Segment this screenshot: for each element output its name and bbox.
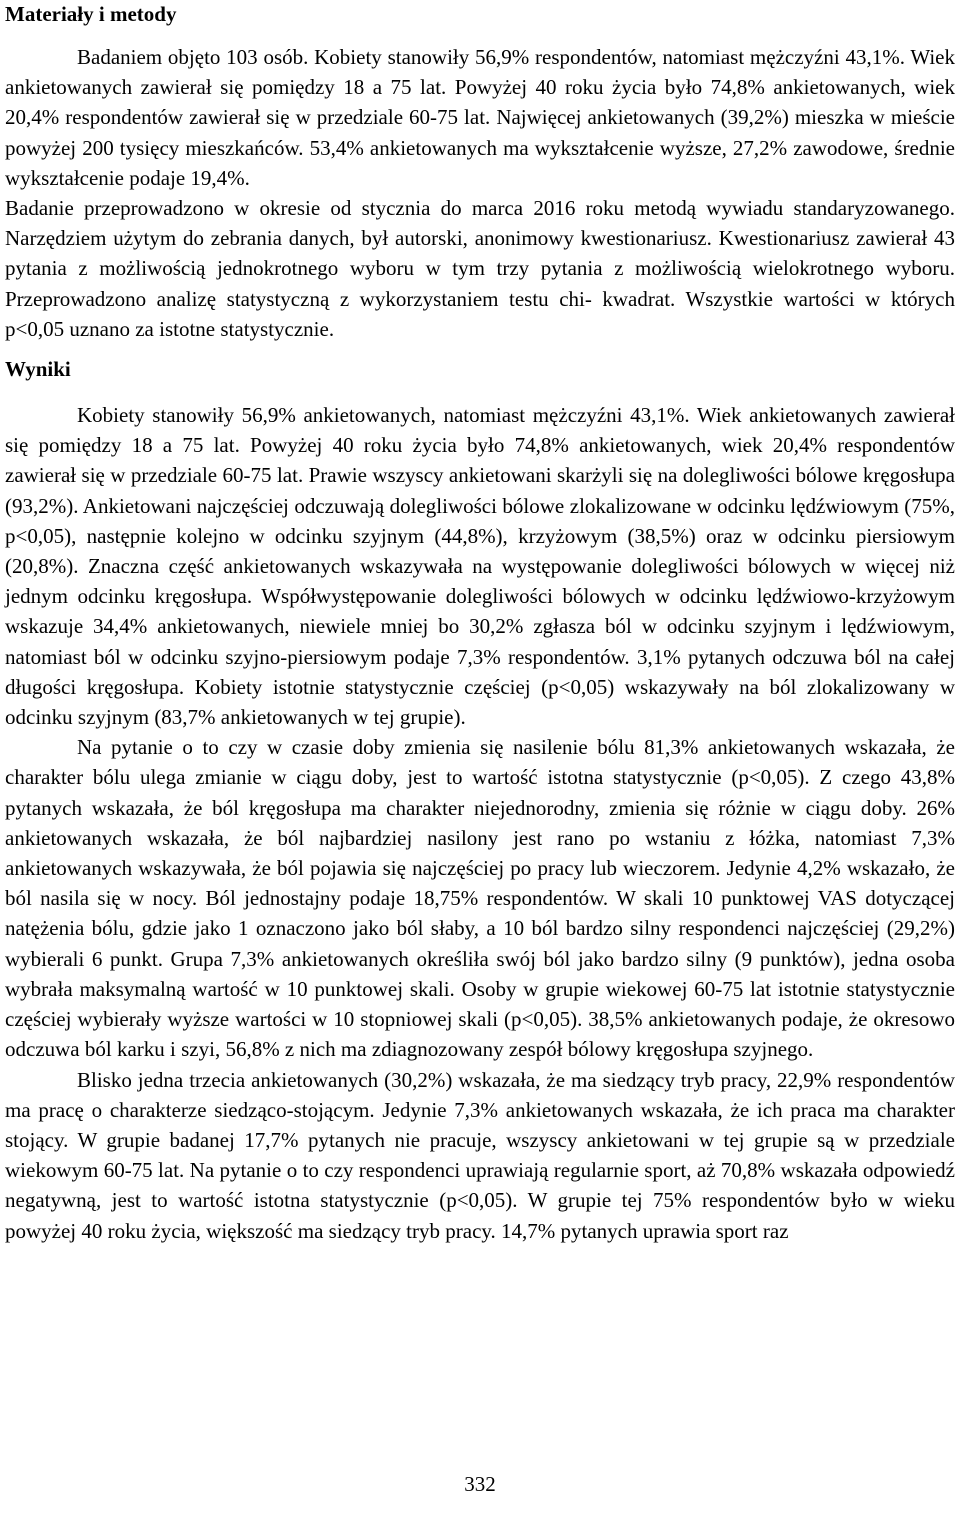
section-heading-methods: Materiały i metody — [5, 2, 177, 26]
methods-paragraph-1: Badaniem objęto 103 osób. Kobiety stanowiły 56,9% respondentów, natomiast mężczyźni 43,1%. Wiek ankietowanych zawierał się pomiędzy 18 a 75 lat. Powyżej 40 roku życia było 74,8% ankietowanych, wiek 20,4% respondentów zawierał się w przedziale 60-75 lat. Najwięcej ankietowanych (39,2%) mieszka w mieście powyżej 200 tysięcy mieszkańców. 53,4% ankietowanych ma wykształcenie wyższe, 27,2% zawodowe, średnie wykształcenie podaje 19,4%. — [5, 45, 955, 190]
methods-paragraph-2: Badanie przeprowadzono w okresie od stycznia do marca 2016 roku metodą wywiadu standaryzowanego. Narzędziem użytym do zebrania danych, był autorski, anonimowy kwestionariusz. Kwestionariusz zawierał 43 pytania z możliwością jednokrotnego wyboru w tym trzy pytania z możliwością wielokrotnego wyboru. Przeprowadzono analizę statystyczną z wykorzystaniem testu chi- kwadrat. Wszystkie wartości w których p<0,05 uznano za istotne statystycznie. — [5, 196, 955, 341]
results-paragraph-3: Blisko jedna trzecia ankietowanych (30,2%) wskazała, że ma siedzący tryb pracy, 22,9% respondentów ma pracę o charakterze siedząco-stojącym. Jedynie 7,3% ankietowanych wskazała, że ich praca ma charakter stojący. W grupie badanej 17,7% pytanych nie pracuje, wszyscy ankietowani w tej grupie są w przedziale wiekowym 60-75 lat. Na pytanie o to czy respondenci uprawiają regularnie sport, aż 70,8% wskazała odpowiedź negatywną, jest to wartość istotna statystycznie (p<0,05). W grupie tej 75% respondentów było w wieku powyżej 40 roku życia, większość ma siedzący tryb pracy. 14,7% pytanych uprawia sport raz — [5, 1067, 955, 1243]
page-content — [5, 0, 955, 1246]
results-paragraph-2: Na pytanie o to czy w czasie doby zmienia się nasilenie bólu 81,3% ankietowanych wskazała, że charakter bólu ulega zmianie w ciągu doby, jest to wartość istotna statystycznie (p<0,05). Z czego 43,8% pytanych wskazała, że ból kręgosłupa ma charakter niejednorodny, zmienia się różnie w ciągu doby. 26% ankietowanych wskazała, że ból najbardziej nasilony jest rano po wstaniu z łóżka, natomiast 7,3% ankietowanych wskazywała, że ból pojawia się najczęściej po pracy lub wieczorem. Jedynie 4,2% wskazało, że ból nasila się w nocy. Ból jednostajny podaje 18,75% respondentów. W skali 10 punktowej VAS dotyczącej natężenia bólu, gdzie jako 1 oznaczono jako ból słaby, a 10 ból bardzo silny respondenci najczęściej (29,2%) wybierali 6 punkt. Grupa 7,3% ankietowanych określiła swój ból jako bardzo silny (9 punktów), jedna osoba wybrała maksymalną wartość w 10 punktowej skali. Osoby w grupie wiekowej 60-75 lat istotnie statystycznie częściej wybierały wyższe wartości w 10 stopniowej skali (p<0,05). 38,5% ankietowanych podaje, że okresowo odczuwa ból karku i szyi, 56,8% z nich ma zdiagnozowany zespół bólowy kręgosłupa szyjnego. — [5, 735, 955, 1062]
page-number: 332 — [464, 1472, 496, 1496]
results-paragraph-1: Kobiety stanowiły 56,9% ankietowanych, natomiast mężczyźni 43,1%. Wiek ankietowanych zawierał się pomiędzy 18 a 75 lat. Powyżej 40 roku życia było 74,8% ankietowanych, wiek 20,4% respondentów zawierał się w przedziale 60-75 lat. Prawie wszyscy ankietowani skarżyli się na dolegliwości bólowe kręgosłupa (93,2%). Ankietowani najczęściej odczuwają dolegliwości bólowe zlokalizowane w odcinku lędźwiowym (75%, p<0,05), następnie kolejno w odcinku szyjnym (44,8%), krzyżowym (38,5%) oraz w odcinku piersiowym (20,8%). Znaczna część ankietowanych wskazywała na występowanie dolegliwości bólowych w więcej niż jednym odcinku kręgosłupa. Współwystępowanie dolegliwości bólowych w odcinku lędźwiowo-krzyżowym wskazuje 34,4% ankietowanych, niewiele mniej bo 30,2% zgłasza ból w odcinku szyjnym i lędźwiowym, natomiast ból w odcinku szyjno-piersiowym podaje 7,3% respondentów. 3,1% pytanych odczuwa ból na całej długości kręgosłupa. Kobiety istotnie statystycznie częściej (p<0,05) wskazywały na ból zlokalizowany w odcinku szyjnym (83,7% ankietowanych w tej grupie). — [5, 403, 955, 730]
section-heading-results: Wyniki — [5, 357, 71, 382]
